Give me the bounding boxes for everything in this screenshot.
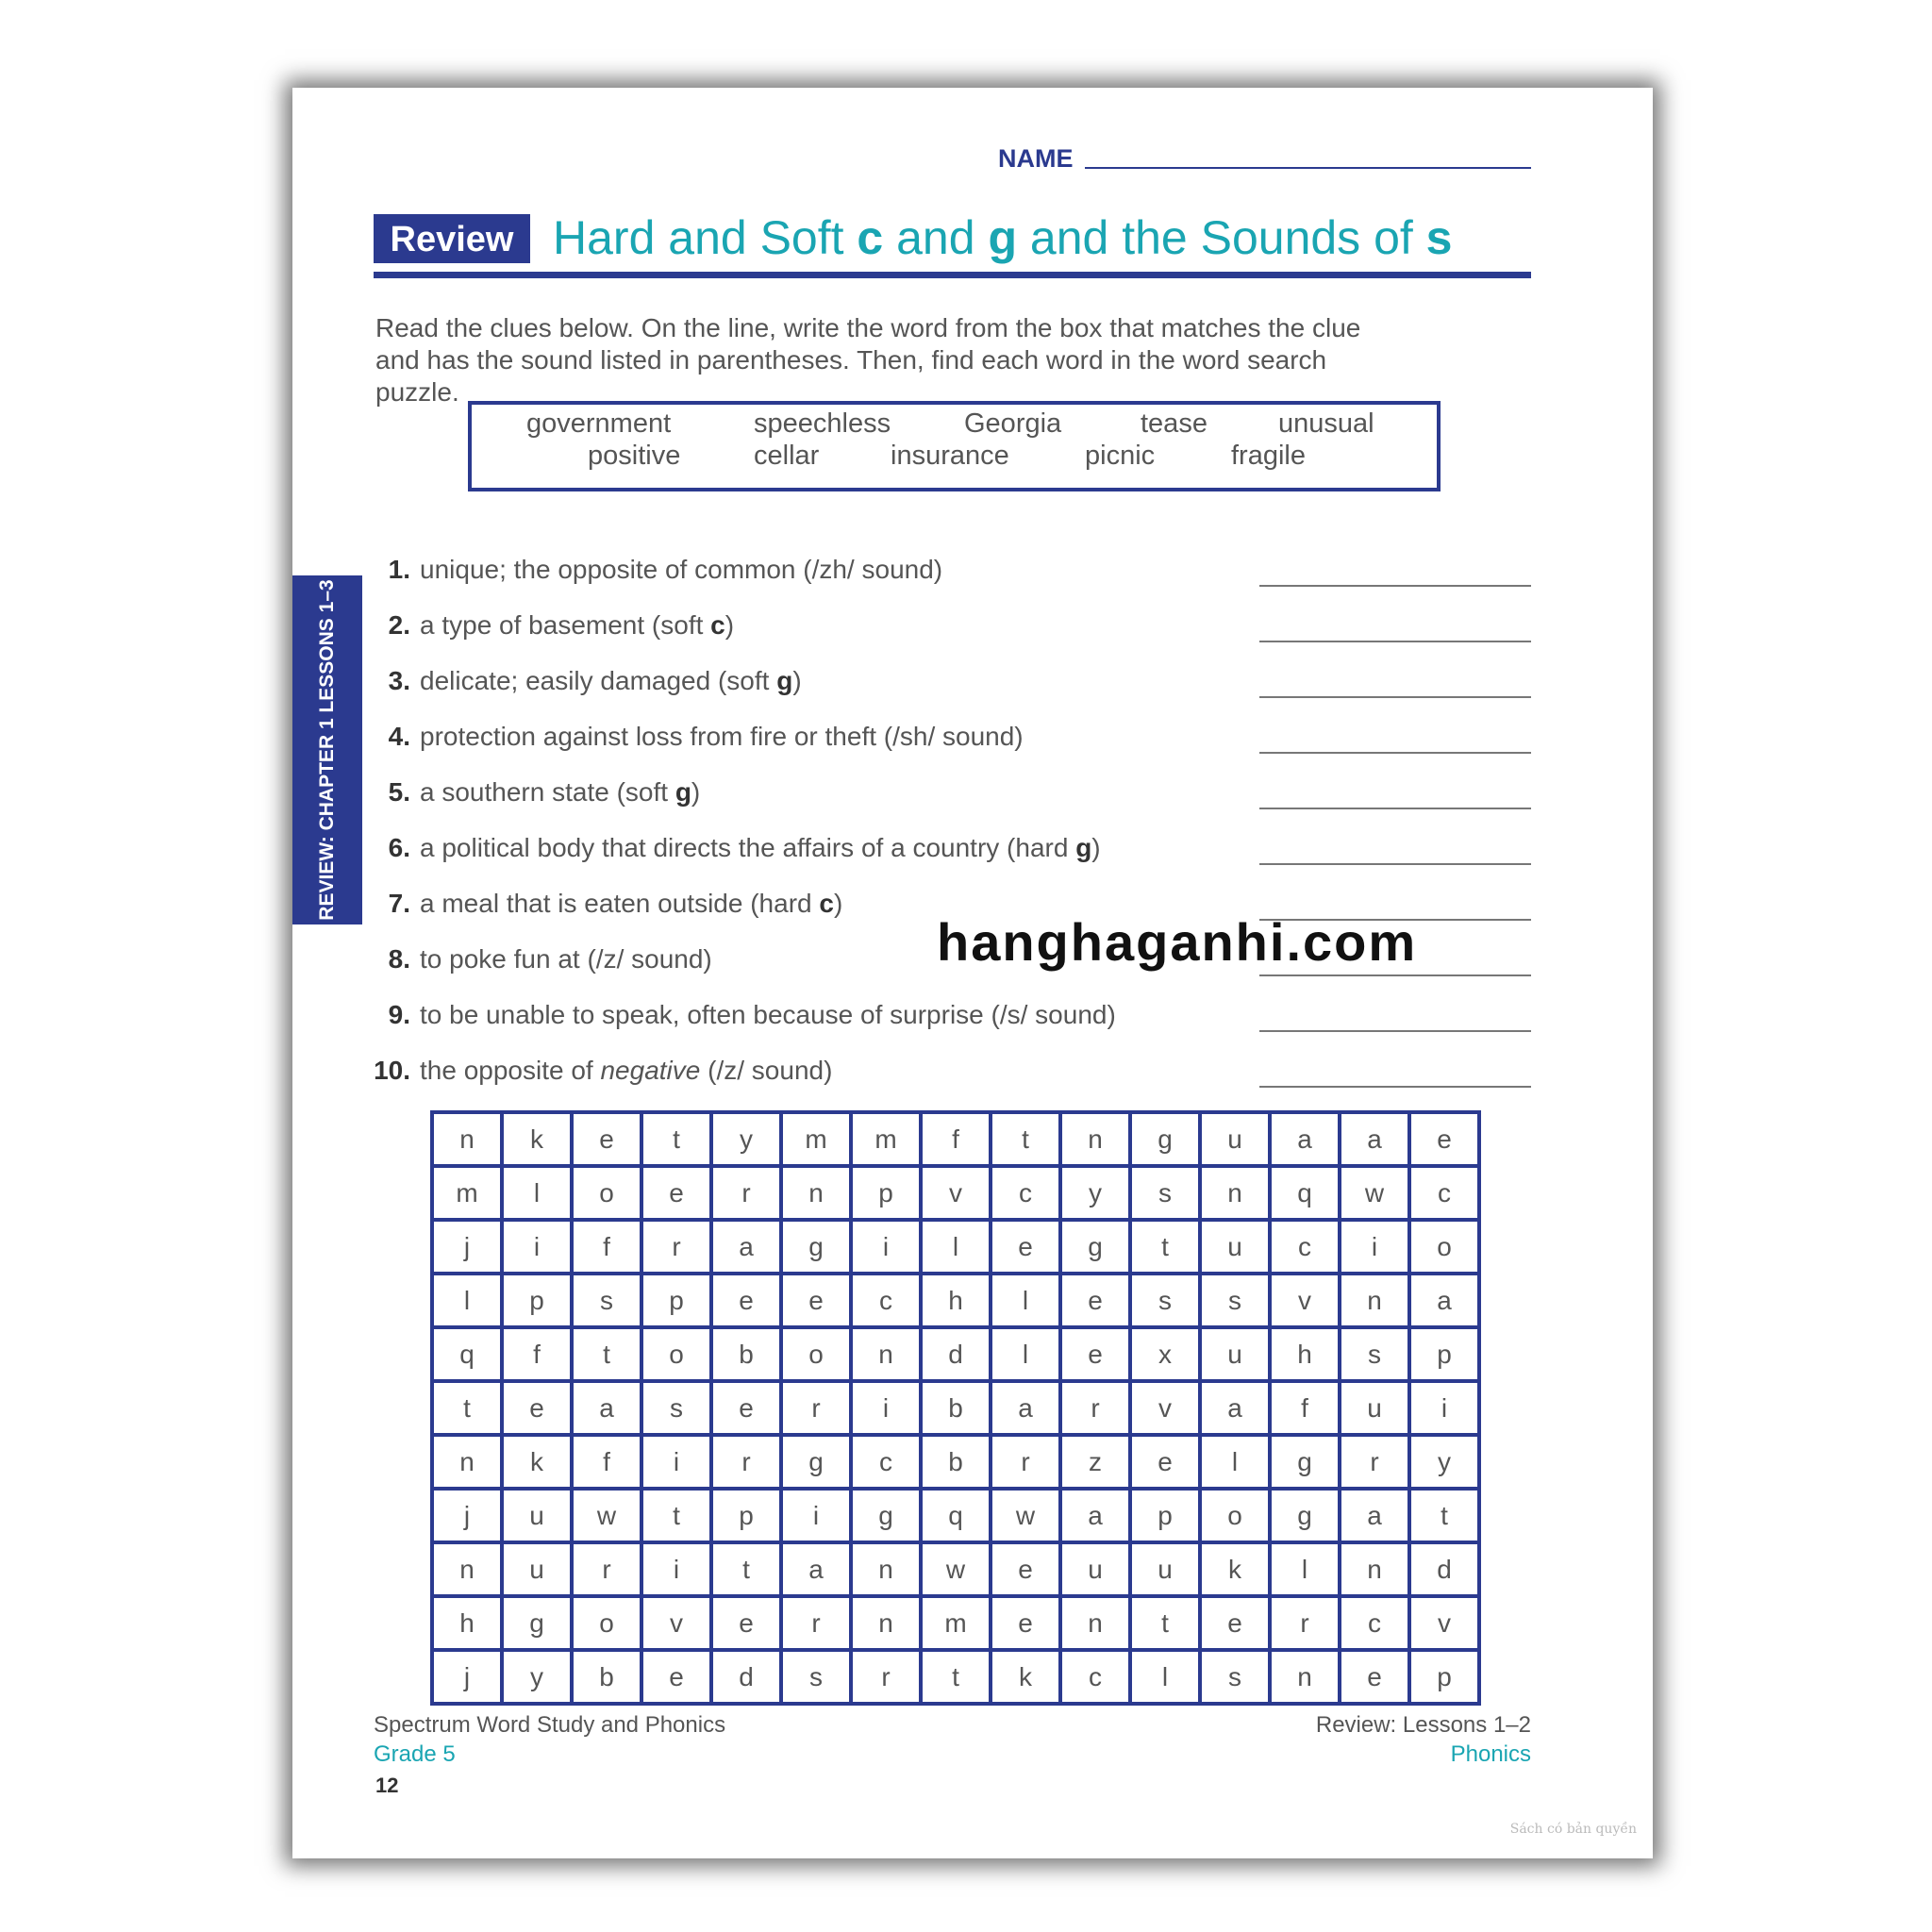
word-box-item: fragile (1231, 441, 1306, 471)
grid-cell[interactable]: s (1200, 1274, 1270, 1327)
grid-cell[interactable]: w (1340, 1166, 1409, 1220)
grid-cell[interactable]: r (1060, 1381, 1130, 1435)
title-rule (374, 272, 1531, 278)
grid-cell[interactable]: a (572, 1381, 641, 1435)
grid-cell[interactable]: e (1060, 1274, 1130, 1327)
instructions-line: Read the clues below. On the line, write the word from the box that matches the clue (375, 313, 1361, 342)
grid-cell[interactable]: k (1200, 1542, 1270, 1596)
grid-cell[interactable]: s (1200, 1650, 1270, 1704)
grid-cell[interactable]: a (1270, 1112, 1340, 1166)
grid-cell[interactable]: u (1130, 1542, 1200, 1596)
sidebar-label: REVIEW: CHAPTER 1 LESSONS 1–3 (316, 579, 338, 921)
grid-cell[interactable]: v (1409, 1596, 1479, 1650)
grid-cell[interactable]: d (711, 1650, 781, 1704)
grid-cell[interactable]: i (851, 1220, 921, 1274)
grid-cell[interactable]: s (641, 1381, 711, 1435)
grid-cell[interactable]: n (432, 1542, 502, 1596)
grid-cell[interactable]: r (851, 1650, 921, 1704)
copyright-note: Sách có bản quyền (1509, 1822, 1637, 1837)
grid-cell[interactable]: l (432, 1274, 502, 1327)
answer-line[interactable] (1259, 641, 1531, 642)
grid-cell[interactable]: i (502, 1220, 572, 1274)
grid-cell[interactable]: n (851, 1542, 921, 1596)
grid-cell[interactable]: m (781, 1112, 851, 1166)
grid-cell[interactable]: o (641, 1327, 711, 1381)
grid-cell[interactable]: b (921, 1435, 991, 1489)
grid-cell[interactable]: b (572, 1650, 641, 1704)
grid-cell[interactable]: a (1340, 1489, 1409, 1542)
footer-review-title: Review: Lessons 1–2 (1315, 1712, 1531, 1738)
grid-row (432, 1274, 1479, 1327)
grid-cell[interactable]: j (432, 1489, 502, 1542)
grid-cell[interactable]: b (711, 1327, 781, 1381)
grid-cell[interactable]: i (641, 1542, 711, 1596)
grid-cell[interactable]: e (572, 1112, 641, 1166)
grid-cell[interactable]: o (572, 1166, 641, 1220)
grid-cell[interactable]: e (991, 1220, 1060, 1274)
grid-cell[interactable]: v (1270, 1274, 1340, 1327)
grid-cell[interactable]: e (991, 1596, 1060, 1650)
grid-cell[interactable]: i (1340, 1220, 1409, 1274)
grid-cell[interactable]: n (1060, 1596, 1130, 1650)
grid-cell[interactable]: c (851, 1274, 921, 1327)
clue-2: 2. a type of basement (soft c) (388, 610, 735, 640)
grid-cell[interactable]: m (851, 1112, 921, 1166)
grid-cell[interactable]: w (572, 1489, 641, 1542)
grid-cell[interactable]: n (781, 1166, 851, 1220)
grid-cell[interactable]: j (432, 1650, 502, 1704)
grid-cell[interactable]: g (1130, 1112, 1200, 1166)
grid-cell[interactable]: f (1270, 1381, 1340, 1435)
clue-4: 4. protection against loss from fire or theft (/sh/ sound) (388, 722, 1024, 751)
grid-cell[interactable]: n (432, 1112, 502, 1166)
grid-cell[interactable]: g (851, 1489, 921, 1542)
grid-cell[interactable]: l (991, 1274, 1060, 1327)
grid-cell[interactable]: s (1130, 1274, 1200, 1327)
grid-cell[interactable]: e (641, 1650, 711, 1704)
word-search-grid (430, 1110, 1481, 1706)
grid-cell[interactable]: w (921, 1542, 991, 1596)
clue-8: 8. to poke fun at (/z/ sound) (388, 944, 712, 974)
review-badge: Review (374, 214, 530, 263)
grid-cell[interactable]: s (1340, 1327, 1409, 1381)
grid-row (432, 1381, 1479, 1435)
grid-cell[interactable]: f (572, 1435, 641, 1489)
grid-cell[interactable]: u (502, 1489, 572, 1542)
grid-cell[interactable]: o (572, 1596, 641, 1650)
grid-cell[interactable]: t (921, 1650, 991, 1704)
grid-cell[interactable]: j (432, 1220, 502, 1274)
grid-cell[interactable]: i (1409, 1381, 1479, 1435)
clue-3: 3. delicate; easily damaged (soft g) (388, 666, 802, 695)
grid-cell[interactable]: g (1270, 1489, 1340, 1542)
grid-cell[interactable]: f (572, 1220, 641, 1274)
grid-cell[interactable]: t (641, 1489, 711, 1542)
answer-line[interactable] (1259, 1030, 1531, 1032)
grid-cell[interactable]: v (1130, 1381, 1200, 1435)
word-box-item: Georgia (964, 408, 1062, 439)
grid-cell[interactable]: r (781, 1596, 851, 1650)
grid-cell[interactable]: a (1060, 1489, 1130, 1542)
grid-cell[interactable]: t (991, 1112, 1060, 1166)
grid-cell[interactable]: e (1060, 1327, 1130, 1381)
answer-line[interactable] (1259, 696, 1531, 698)
grid-cell[interactable]: l (1200, 1435, 1270, 1489)
word-box-item: picnic (1085, 441, 1156, 471)
grid-cell[interactable]: e (781, 1274, 851, 1327)
grid-cell[interactable]: e (991, 1542, 1060, 1596)
grid-cell[interactable]: d (1409, 1542, 1479, 1596)
grid-cell[interactable]: a (781, 1542, 851, 1596)
grid-cell[interactable]: p (1409, 1327, 1479, 1381)
grid-cell[interactable]: i (641, 1435, 711, 1489)
grid-cell[interactable]: a (1409, 1274, 1479, 1327)
answer-line[interactable] (1259, 1086, 1531, 1088)
grid-cell[interactable]: u (1340, 1381, 1409, 1435)
footer-grade: Grade 5 (374, 1741, 456, 1767)
grid-cell[interactable]: l (502, 1166, 572, 1220)
grid-cell[interactable]: q (1270, 1166, 1340, 1220)
grid-cell[interactable]: e (1130, 1435, 1200, 1489)
grid-cell[interactable]: k (502, 1112, 572, 1166)
grid-cell[interactable]: l (1130, 1650, 1200, 1704)
grid-cell[interactable]: r (1270, 1596, 1340, 1650)
grid-cell[interactable]: u (502, 1542, 572, 1596)
footer-book-title: Spectrum Word Study and Phonics (374, 1712, 726, 1738)
grid-cell[interactable]: v (921, 1166, 991, 1220)
grid-row (432, 1435, 1479, 1489)
page-title: Hard and Soft c and g and the Sounds of s (553, 211, 1453, 264)
grid-row (432, 1327, 1479, 1381)
grid-cell[interactable]: u (1200, 1327, 1270, 1381)
grid-cell[interactable]: q (432, 1327, 502, 1381)
chapter-sidebar (292, 575, 362, 924)
grid-cell[interactable]: e (641, 1166, 711, 1220)
grid-cell[interactable]: r (711, 1435, 781, 1489)
grid-cell[interactable]: u (1200, 1112, 1270, 1166)
grid-cell[interactable]: c (1409, 1166, 1479, 1220)
grid-cell[interactable]: c (1270, 1220, 1340, 1274)
grid-cell[interactable]: r (781, 1381, 851, 1435)
grid-cell[interactable]: n (851, 1596, 921, 1650)
grid-cell[interactable]: g (1060, 1220, 1130, 1274)
grid-cell[interactable]: z (1060, 1435, 1130, 1489)
grid-cell[interactable]: n (1340, 1542, 1409, 1596)
grid-row (432, 1112, 1479, 1166)
grid-cell[interactable]: c (991, 1166, 1060, 1220)
grid-cell[interactable]: d (921, 1327, 991, 1381)
grid-cell[interactable]: e (502, 1381, 572, 1435)
grid-cell[interactable]: w (991, 1489, 1060, 1542)
grid-cell[interactable]: l (921, 1220, 991, 1274)
grid-cell[interactable]: r (572, 1542, 641, 1596)
answer-line[interactable] (1259, 863, 1531, 865)
word-box-item: government (526, 408, 672, 439)
grid-cell[interactable]: k (991, 1650, 1060, 1704)
grid-cell[interactable]: c (1340, 1596, 1409, 1650)
grid-cell[interactable]: a (1200, 1381, 1270, 1435)
clue-1: 1. unique; the opposite of common (/zh/ sound) (388, 555, 943, 584)
grid-cell[interactable]: t (641, 1112, 711, 1166)
grid-cell[interactable]: o (781, 1327, 851, 1381)
grid-row (432, 1596, 1479, 1650)
grid-cell[interactable]: p (851, 1166, 921, 1220)
instructions (375, 312, 1536, 408)
grid-cell[interactable]: g (1270, 1435, 1340, 1489)
clue-5: 5. a southern state (soft g) (388, 777, 701, 807)
grid-cell[interactable]: o (1200, 1489, 1270, 1542)
grid-cell[interactable]: y (711, 1112, 781, 1166)
grid-cell[interactable]: m (921, 1596, 991, 1650)
grid-cell[interactable]: a (711, 1220, 781, 1274)
footer-subject: Phonics (1450, 1741, 1531, 1767)
grid-cell[interactable]: p (641, 1274, 711, 1327)
grid-row (432, 1489, 1479, 1542)
grid-row (432, 1542, 1479, 1596)
answer-line[interactable] (1259, 974, 1531, 976)
grid-cell[interactable]: p (1130, 1489, 1200, 1542)
clue-6: 6. a political body that directs the affairs of a country (hard g) (388, 833, 1101, 862)
grid-cell[interactable]: e (711, 1596, 781, 1650)
grid-cell[interactable]: r (991, 1435, 1060, 1489)
grid-cell[interactable]: c (1060, 1650, 1130, 1704)
instructions-line: puzzle. (375, 377, 459, 407)
grid-cell[interactable]: y (502, 1650, 572, 1704)
clue-10: 10. the opposite of negative (/z/ sound) (374, 1056, 833, 1085)
grid-cell[interactable]: r (1340, 1435, 1409, 1489)
clue-9: 9. to be unable to speak, often because of surprise (/s/ sound) (388, 1000, 1116, 1029)
answer-line[interactable] (1259, 808, 1531, 809)
grid-cell[interactable]: h (432, 1596, 502, 1650)
answer-line[interactable] (1259, 752, 1531, 754)
grid-cell[interactable]: n (432, 1435, 502, 1489)
grid-cell[interactable]: t (711, 1542, 781, 1596)
grid-cell[interactable]: p (711, 1489, 781, 1542)
watermark: hanghaganhi.com (937, 912, 1418, 972)
grid-cell[interactable]: t (432, 1381, 502, 1435)
grid-cell[interactable]: a (1340, 1112, 1409, 1166)
grid-cell[interactable]: s (572, 1274, 641, 1327)
grid-cell[interactable]: v (641, 1596, 711, 1650)
clue-7: 7. a meal that is eaten outside (hard c) (388, 889, 843, 918)
word-box-item: unusual (1278, 408, 1374, 439)
grid-cell[interactable]: t (572, 1327, 641, 1381)
word-box-item: speechless (754, 408, 891, 439)
grid-cell[interactable]: t (1130, 1220, 1200, 1274)
grid-cell[interactable]: e (711, 1381, 781, 1435)
grid-cell[interactable]: c (851, 1435, 921, 1489)
grid-cell[interactable]: m (432, 1166, 502, 1220)
grid-cell[interactable]: e (1200, 1596, 1270, 1650)
grid-cell[interactable]: t (1409, 1489, 1479, 1542)
grid-cell[interactable]: r (711, 1166, 781, 1220)
worksheet-page (292, 88, 1653, 1858)
grid-cell[interactable]: g (781, 1435, 851, 1489)
grid-row (432, 1220, 1479, 1274)
word-box-item: cellar (754, 441, 820, 471)
grid-cell[interactable]: i (851, 1381, 921, 1435)
grid-cell[interactable]: e (1409, 1112, 1479, 1166)
grid-cell[interactable]: e (1340, 1650, 1409, 1704)
grid-cell[interactable]: f (921, 1112, 991, 1166)
grid-cell[interactable]: n (1200, 1166, 1270, 1220)
word-box-item: positive (588, 441, 681, 471)
grid-cell[interactable]: n (1060, 1112, 1130, 1166)
grid-cell[interactable]: t (1130, 1596, 1200, 1650)
grid-cell[interactable]: y (1060, 1166, 1130, 1220)
name-label: NAME (998, 144, 1074, 173)
grid-cell[interactable]: n (1270, 1650, 1340, 1704)
grid-cell[interactable]: y (1409, 1435, 1479, 1489)
name-line (1085, 167, 1531, 169)
grid-cell[interactable]: u (1200, 1220, 1270, 1274)
grid-cell[interactable]: i (781, 1489, 851, 1542)
word-box-item: tease (1141, 408, 1208, 439)
grid-cell[interactable]: n (1340, 1274, 1409, 1327)
word-box-item: insurance (891, 441, 1009, 471)
grid-row (432, 1650, 1479, 1704)
answer-line[interactable] (1259, 585, 1531, 587)
grid-cell[interactable]: s (781, 1650, 851, 1704)
grid-cell[interactable]: b (921, 1381, 991, 1435)
grid-cell[interactable]: a (991, 1381, 1060, 1435)
grid-cell[interactable]: s (1130, 1166, 1200, 1220)
grid-cell[interactable]: p (502, 1274, 572, 1327)
grid-cell[interactable]: r (641, 1220, 711, 1274)
grid-cell[interactable]: g (502, 1596, 572, 1650)
grid-cell[interactable]: f (502, 1327, 572, 1381)
grid-cell[interactable]: k (502, 1435, 572, 1489)
grid-cell[interactable]: g (781, 1220, 851, 1274)
grid-cell[interactable]: h (1270, 1327, 1340, 1381)
instructions-line: and has the sound listed in parentheses. Then, find each word in the word search (375, 345, 1327, 375)
grid-cell[interactable]: q (921, 1489, 991, 1542)
page-number: 12 (375, 1774, 399, 1797)
grid-row (432, 1166, 1479, 1220)
grid-cell[interactable]: l (991, 1327, 1060, 1381)
grid-cell[interactable]: e (711, 1274, 781, 1327)
grid-cell[interactable]: l (1270, 1542, 1340, 1596)
grid-cell[interactable]: u (1060, 1542, 1130, 1596)
grid-cell[interactable]: x (1130, 1327, 1200, 1381)
grid-cell[interactable]: h (921, 1274, 991, 1327)
grid-cell[interactable]: o (1409, 1220, 1479, 1274)
grid-cell[interactable]: p (1409, 1650, 1479, 1704)
grid-cell[interactable]: n (851, 1327, 921, 1381)
